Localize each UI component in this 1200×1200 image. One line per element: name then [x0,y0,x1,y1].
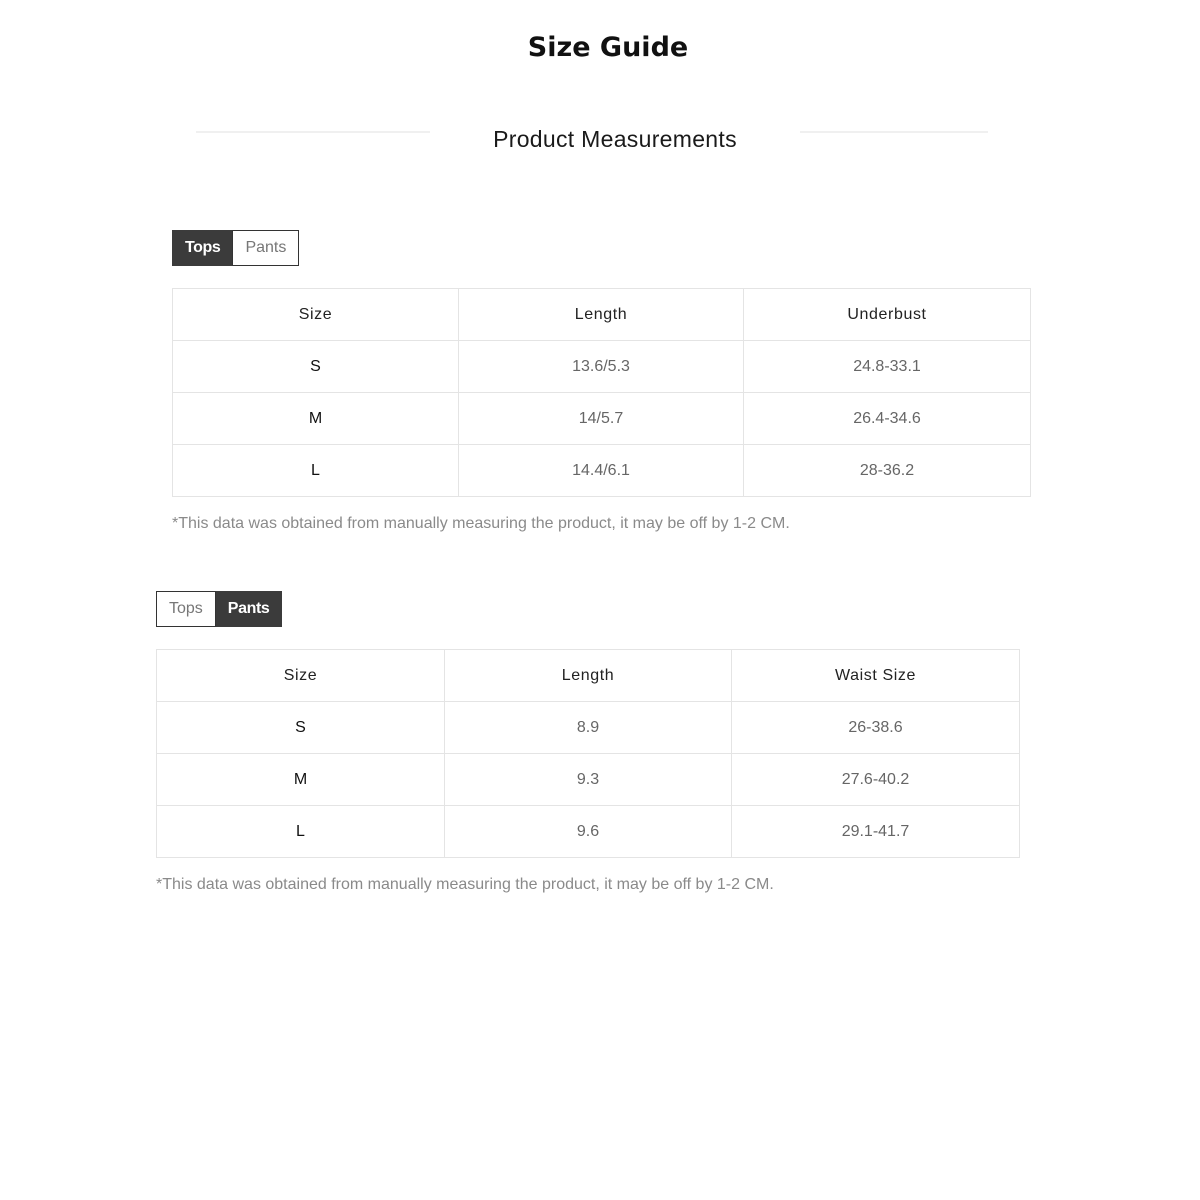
tab-tops[interactable]: Tops [156,591,216,627]
column-header-underbust: Underbust [744,289,1031,341]
column-header-length: Length [459,289,744,341]
size-cell: L [173,445,459,497]
underbust-cell: 24.8-33.1 [744,341,1031,393]
table-row [173,393,1031,445]
waist-size-cell: 27.6-40.2 [732,754,1020,806]
tops-size-block [172,230,1031,533]
table-row [173,341,1031,393]
measurement-note: *This data was obtained from manually measuring the product, it may be off by 1-2 CM. [172,515,790,532]
size-cell: L [157,806,445,858]
length-cell: 13.6/5.3 [459,341,744,393]
column-header-length: Length [445,650,732,702]
length-cell: 9.3 [445,754,732,806]
column-header-size: Size [173,289,459,341]
tops-block-tabs [172,230,1031,266]
underbust-cell: 26.4-34.6 [744,393,1031,445]
table-row [173,445,1031,497]
length-cell: 8.9 [445,702,732,754]
column-header-waist-size: Waist Size [732,650,1020,702]
column-header-size: Size [157,650,445,702]
table-row [157,754,1020,806]
tab-tops[interactable]: Tops [172,230,233,266]
section-heading [196,126,988,158]
pants-size-block [156,591,1020,894]
heading-divider-right [800,131,988,133]
length-cell: 9.6 [445,806,732,858]
length-cell: 14.4/6.1 [459,445,744,497]
waist-size-cell: 26-38.6 [732,702,1020,754]
table-header-row [157,650,1020,702]
size-cell: M [157,754,445,806]
section-heading-label: Product Measurements [493,126,737,152]
tab-pants[interactable]: Pants [216,591,283,627]
size-cell: S [173,341,459,393]
pants-block-tabs [156,591,1020,627]
tab-pants[interactable]: Pants [233,230,299,266]
page-title: Size Guide [527,32,689,63]
underbust-cell: 28-36.2 [744,445,1031,497]
table-header-row [173,289,1031,341]
size-cell: M [173,393,459,445]
length-cell: 14/5.7 [459,393,744,445]
heading-divider-left [196,131,430,133]
measurement-note: *This data was obtained from manually measuring the product, it may be off by 1-2 CM. [156,876,774,893]
tops-size-table [172,288,1031,497]
table-row [157,806,1020,858]
pants-size-table [156,649,1020,858]
table-row [157,702,1020,754]
waist-size-cell: 29.1-41.7 [732,806,1020,858]
size-cell: S [157,702,445,754]
